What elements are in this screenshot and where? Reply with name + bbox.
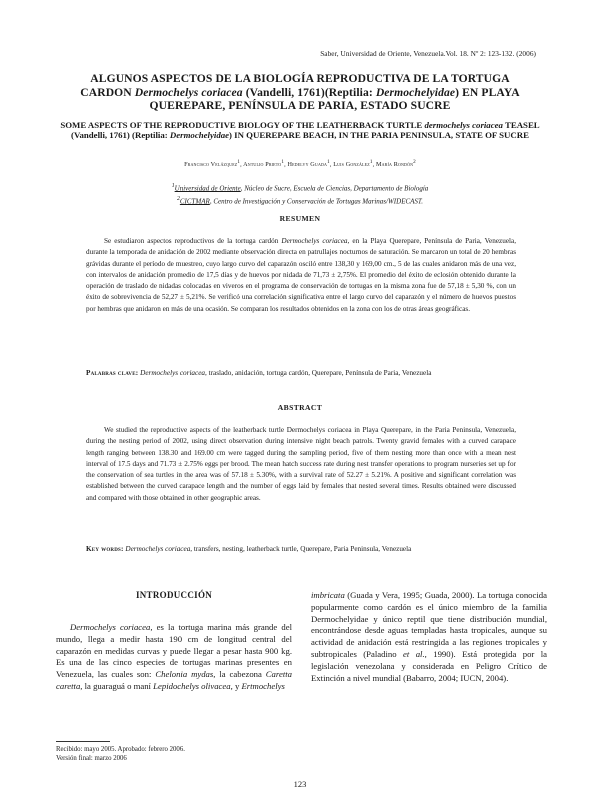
footnote-rule bbox=[56, 741, 110, 742]
author-list: Francisco Velázquez$^1$, Antulio Prieto$^1$, Hedelvy Guada$^1$, Luis González$^1$, María Rondón$^2$ bbox=[184, 159, 416, 169]
resumen-heading: RESUMEN bbox=[279, 214, 321, 223]
palabras-clave: Palabras clave: Dermochelys coriacea, traslado, anidación, tortuga cardón, Querepare, Península de Paria, Venezuela bbox=[86, 369, 432, 377]
introduction-heading: INTRODUCCIÓN bbox=[135, 590, 213, 600]
title-es-line-3: QUEREPARE, PENÍNSULA DE PARIA, ESTADO SUCRE bbox=[149, 99, 451, 113]
affiliation-2: $^2$CICTMAR, Centro de Investigación y Conservación de Tortugas Marinas/WIDECAST. bbox=[176, 195, 424, 205]
received-date: Recibido: mayo 2005. Aprobado: febrero 2006. bbox=[56, 746, 185, 753]
page-number: 123 bbox=[293, 779, 307, 789]
journal-citation: Saber, Universidad de Oriente, Venezuela.Vol. 18. Nº 2: 123-132. (2006) bbox=[320, 49, 536, 58]
title-es-line-2: CARDON Dermochelys coriacea (Vandelli, 1761)(Reptilia: Dermochelyidae) EN PLAYA bbox=[80, 85, 520, 99]
intro-left-column: Dermochelys coriacea, es la tortuga marina más grande del mundo, llega a medir hasta 190 cm de longitud central del caparazón en medidas curvas y puede llegar a pesar hasta 900 kg. Es una de las cinco especies de tortugas marinas presentes en Venezuela, las cuales son: Chelonia mydas, la cabezona Caretta caretta, la guaraguá o maní Lepidochelys olivacea, y Ertmochelys bbox=[56, 622, 292, 691]
abstract-heading: ABSTRACT bbox=[277, 403, 323, 412]
abstract-body: We studied the reproductive aspects of the leatherback turtle Dermochelys coriacea in Playa Querepare, in the Paria Peninsula, Venezuela, during the nesting period of 2002, using direct observation during intensive night beach patrols. Twenty gravid females with a curved carapace length ranging between 138.30 and 169.00 cm were tagged during the sampling period, five of them nesting more than once with a mean nest interval of 17.5 days and 71.73 ± 2.75% eggs per brood. The mean hatch success rate during nest transfer operations to program nurseries set up for the conservation of sea turtles in the area was of 57.18 ± 5.30%, with a survival rate of 52.27 ± 5.21%. A positive and significant correlation was established between the curved carapace length and the number of eggs laid by females that nested several times. Results obtained were discussed and compared with those obtained in other geographic areas. bbox=[86, 426, 516, 502]
title-es-line-1: ALGUNOS ASPECTOS DE LA BIOLOGÍA REPRODUCTIVA DE LA TORTUGA bbox=[90, 72, 510, 85]
affiliation-1: $^1$Universidad de Oriente, Núcleo de Sucre, Escuela de Ciencias, Departamento de Biología bbox=[171, 183, 429, 193]
key-words: Key words: Dermochelys coriacea, transfers, nesting, leatherback turtle, Querepare, Paria Peninsula, Venezuela bbox=[86, 545, 412, 553]
title-english: SOME ASPECTS OF THE REPRODUCTIVE BIOLOGY OF THE LEATHERBACK TURTLE dermochelys coriacea TEASEL (Vandelli, 1761) (Reptilia: Dermochelyidae) IN QUEREPARE BEACH, IN THE PARIA PENINSULA, STATE OF SUCRE bbox=[60, 120, 540, 141]
title-spanish bbox=[56, 72, 544, 113]
resumen-body: Se estudiaron aspectos reproductivos de la tortuga cardón Dermochelys coriacea, en la Playa Querepare, Península de Paria, Venezuela, durante la temporada de anidación de 2002 mediante observación directa en patrullajes nocturnos de saturación. Se marcaron un total de 20 hembras grávidas durante el período de muestreo, cuyo largo curvo del caparazón osciló entre 138,30 y 169,00 cm., 5 de las cuales anidaron más de una vez, con intervalos de anidación promedio de 17,5 días y de huevos por nidada de 71,73 ± 2,75%. El promedio del éxito de eclosión obtenido durante la operación de traslado de nidadas colocadas en viveros en el programa de conservación de tortugas en la misma zona fue de 57,18 ± 5,30 %, con un éxito de sobrevivencia de 52,27 ± 5,21%. Se verificó una correlación significativa entre el largo curvo del caparazón y el número de huevos puestos por hembras que anidaron en más de una ocasión. Se comparan los resultados obtenidos en la zona con los de otras áreas geográficas. bbox=[86, 237, 516, 313]
final-version-date: Versión final: marzo 2006 bbox=[56, 755, 127, 762]
affiliations bbox=[40, 181, 560, 206]
intro-right-column: imbricata (Guada y Vera, 1995; Guada, 2000). La tortuga conocida popularmente como cardón es el único miembro de la familia Dermochelyidae y único reptil que tiene distribución mundial, encontrándose desde aguas templadas hasta tropicales, aunque su actividad de anidación está restringida a las regiones tropicales y subtropicales (Paladino et al., 1990). Está protegida por la legislación venezolana y considerada en Peligro Crítico de Extinción a nivel mundial (Babarro, 2004; IUCN, 2004). bbox=[311, 590, 548, 683]
